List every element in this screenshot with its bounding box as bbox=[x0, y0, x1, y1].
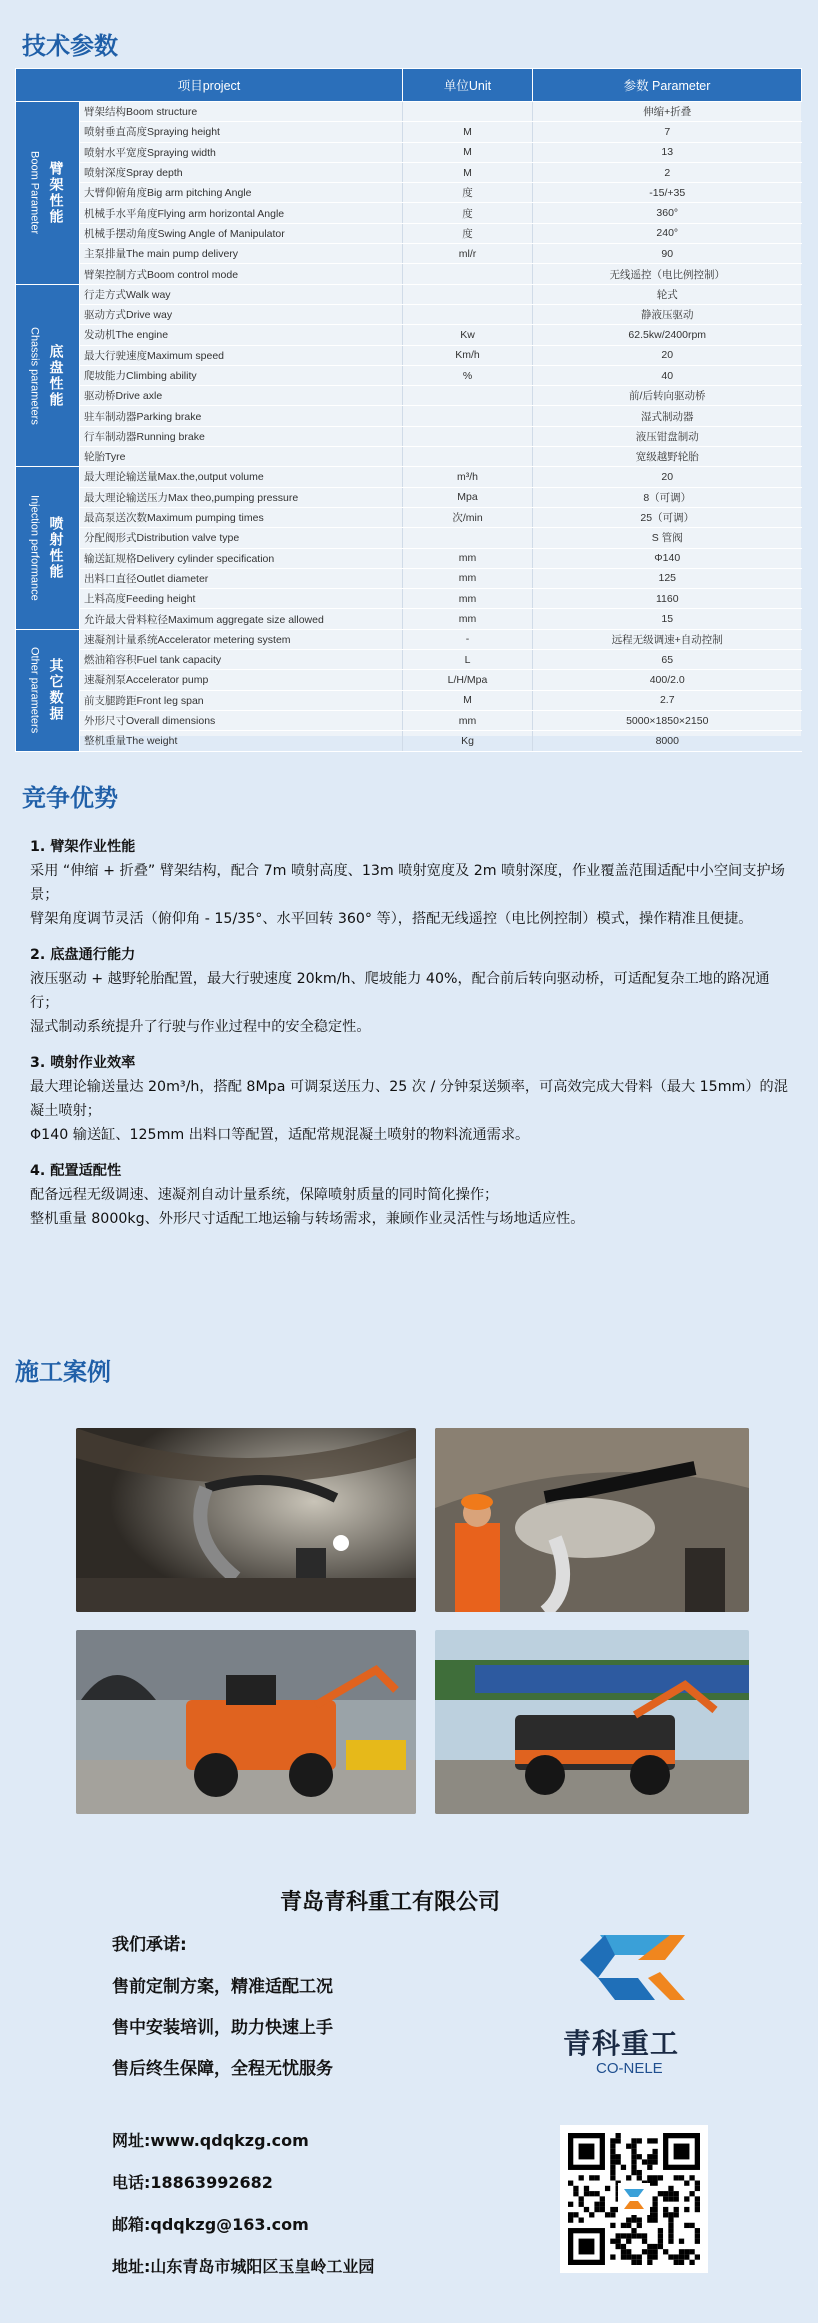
contact-website[interactable]: 网址:www.qdqkzg.com bbox=[112, 2131, 309, 2150]
spec-item: 机械手摆动角度Swing Angle of Manipulator bbox=[80, 223, 403, 243]
group-en: Injection performance bbox=[28, 495, 41, 601]
spec-value: 伸缩+折叠 bbox=[533, 102, 802, 122]
spec-value: 8（可调） bbox=[533, 487, 802, 507]
advantages-title: 竞争优势 bbox=[22, 784, 118, 812]
spec-item: 爬坡能力Climbing ability bbox=[80, 365, 403, 385]
promise-item: 售中安装培训，助力快速上手 bbox=[112, 2018, 333, 2038]
advantage-heading: 1. 臂架作业性能 bbox=[30, 839, 136, 855]
spec-row bbox=[16, 183, 802, 203]
spec-item: 驱动桥Drive axle bbox=[80, 386, 403, 406]
spec-row bbox=[16, 122, 802, 142]
spec-value: 液压钳盘制动 bbox=[533, 426, 802, 446]
spec-item: 上料高度Feeding height bbox=[80, 589, 403, 609]
spec-item: 主泵排量The main pump delivery bbox=[80, 244, 403, 264]
spec-item: 最高泵送次数Maximum pumping times bbox=[80, 507, 403, 527]
group-en: Boom Parameter bbox=[28, 151, 41, 235]
spec-row bbox=[16, 264, 802, 284]
group-cn: 喷射性能 bbox=[48, 516, 65, 581]
spec-row bbox=[16, 670, 802, 690]
brand-en: CO-NELE bbox=[596, 2060, 663, 2077]
advantage-text: 湿式制动系统提升了行驶与作业过程中的安全稳定性。 bbox=[30, 1019, 371, 1035]
spec-item: 臂架控制方式Boom control mode bbox=[80, 264, 403, 284]
spec-item: 外形尺寸Overall dimensions bbox=[80, 710, 403, 730]
spec-item: 行走方式Walk way bbox=[80, 284, 403, 304]
promise-title: 我们承诺: bbox=[112, 1935, 187, 1955]
case-photo-machine-site bbox=[435, 1630, 749, 1814]
spec-value: 静液压驱动 bbox=[533, 304, 802, 324]
spec-row bbox=[16, 487, 802, 507]
spec-item: 分配阀形式Distribution valve type bbox=[80, 528, 403, 548]
spec-table bbox=[15, 68, 802, 752]
spec-unit bbox=[403, 386, 533, 406]
advantage-text: 配备远程无级调速、速凝剂自动计量系统，保障喷射质量的同时简化操作； bbox=[30, 1187, 499, 1203]
spec-row bbox=[16, 629, 802, 649]
advantage-heading: 2. 底盘通行能力 bbox=[30, 947, 136, 963]
spec-value: 15 bbox=[533, 609, 802, 629]
spec-row bbox=[16, 304, 802, 324]
spec-unit: M bbox=[403, 690, 533, 710]
spec-unit: 度 bbox=[403, 203, 533, 223]
spec-item: 最大理论输送量Max.the,output volume bbox=[80, 467, 403, 487]
spec-row bbox=[16, 244, 802, 264]
spec-unit: mm bbox=[403, 589, 533, 609]
spec-row bbox=[16, 447, 802, 467]
spec-item: 整机重量The weight bbox=[80, 731, 403, 751]
spec-unit: Kw bbox=[403, 325, 533, 345]
spec-value: 62.5kw/2400rpm bbox=[533, 325, 802, 345]
spec-item: 燃油箱容积Fuel tank capacity bbox=[80, 650, 403, 670]
spec-unit: Km/h bbox=[403, 345, 533, 365]
spec-unit: mm bbox=[403, 710, 533, 730]
advantage-text: 采用 “伸缩 + 折叠” 臂架结构，配合 7m 喷射高度、13m 喷射宽度及 2m 喷射深度，作业覆盖范围适配中小空间支护场景； bbox=[30, 863, 785, 903]
advantage-heading: 4. 配置适配性 bbox=[30, 1163, 122, 1179]
spec-unit: mm bbox=[403, 548, 533, 568]
spec-value: 宽级越野轮胎 bbox=[533, 447, 802, 467]
group-cn: 其它数据 bbox=[48, 658, 65, 723]
spec-group-label bbox=[16, 284, 80, 467]
spec-unit: M bbox=[403, 162, 533, 182]
spec-unit bbox=[403, 447, 533, 467]
spec-item: 喷射深度Spray depth bbox=[80, 162, 403, 182]
spec-value: 13 bbox=[533, 142, 802, 162]
spec-unit bbox=[403, 102, 533, 122]
qr-code[interactable] bbox=[560, 2125, 708, 2273]
spec-row bbox=[16, 731, 802, 751]
spec-row bbox=[16, 690, 802, 710]
spec-unit: - bbox=[403, 629, 533, 649]
contact-address: 地址:山东青岛市城阳区玉皇岭工业园 bbox=[112, 2257, 375, 2276]
spec-row bbox=[16, 609, 802, 629]
cases-title: 施工案例 bbox=[15, 1358, 111, 1386]
spec-unit: M bbox=[403, 122, 533, 142]
spec-row bbox=[16, 142, 802, 162]
spec-unit bbox=[403, 528, 533, 548]
spec-item: 轮胎Tyre bbox=[80, 447, 403, 467]
spec-unit: 次/min bbox=[403, 507, 533, 527]
spec-value: 20 bbox=[533, 467, 802, 487]
company-name: 青岛青科重工有限公司 bbox=[280, 1890, 501, 1915]
group-cn: 底盘性能 bbox=[48, 343, 65, 408]
spec-unit bbox=[403, 264, 533, 284]
spec-row bbox=[16, 548, 802, 568]
spec-row bbox=[16, 386, 802, 406]
spec-row bbox=[16, 650, 802, 670]
promise-item: 售后终生保障，全程无忧服务 bbox=[112, 2059, 333, 2079]
spec-item: 臂架结构Boom structure bbox=[80, 102, 403, 122]
spec-item: 机械手水平角度Flying arm horizontal Angle bbox=[80, 203, 403, 223]
spec-value: 8000 bbox=[533, 731, 802, 751]
spec-row bbox=[16, 710, 802, 730]
spec-value: 7 bbox=[533, 122, 802, 142]
spec-row bbox=[16, 223, 802, 243]
spec-item: 喷射水平宽度Spraying width bbox=[80, 142, 403, 162]
spec-unit: mm bbox=[403, 568, 533, 588]
spec-value: 400/2.0 bbox=[533, 670, 802, 690]
spec-unit: 度 bbox=[403, 183, 533, 203]
spec-unit: Kg bbox=[403, 731, 533, 751]
spec-row bbox=[16, 528, 802, 548]
group-cn: 臂架性能 bbox=[48, 160, 65, 225]
spec-item: 最大理论输送压力Max theo,pumping pressure bbox=[80, 487, 403, 507]
spec-unit bbox=[403, 284, 533, 304]
spec-unit: 度 bbox=[403, 223, 533, 243]
spec-value: 轮式 bbox=[533, 284, 802, 304]
spec-unit: mm bbox=[403, 609, 533, 629]
spec-value: 240° bbox=[533, 223, 802, 243]
brand-cn: 青科重工 bbox=[563, 2027, 680, 2060]
spec-unit bbox=[403, 304, 533, 324]
spec-item: 输送缸规格Delivery cylinder specification bbox=[80, 548, 403, 568]
spec-row bbox=[16, 162, 802, 182]
spec-item: 最大行驶速度Maximum speed bbox=[80, 345, 403, 365]
spec-unit: % bbox=[403, 365, 533, 385]
spec-item: 驻车制动器Parking brake bbox=[80, 406, 403, 426]
spec-row bbox=[16, 589, 802, 609]
spec-value: Φ140 bbox=[533, 548, 802, 568]
spec-row bbox=[16, 203, 802, 223]
spec-value: 65 bbox=[533, 650, 802, 670]
spec-unit: Mpa bbox=[403, 487, 533, 507]
spec-unit bbox=[403, 426, 533, 446]
spec-row bbox=[16, 325, 802, 345]
spec-value: 前/后转向驱动桥 bbox=[533, 386, 802, 406]
spec-value: 5000×1850×2150 bbox=[533, 710, 802, 730]
group-en: Chassis parameters bbox=[28, 326, 41, 425]
case-photo-worker-spraying bbox=[435, 1428, 749, 1612]
spec-group-label bbox=[16, 467, 80, 629]
spec-header-row bbox=[16, 69, 802, 102]
spec-value: 1160 bbox=[533, 589, 802, 609]
spec-item: 出料口直径Outlet diameter bbox=[80, 568, 403, 588]
spec-value: 湿式制动器 bbox=[533, 406, 802, 426]
spec-row bbox=[16, 102, 802, 122]
spec-value: 90 bbox=[533, 244, 802, 264]
spec-row bbox=[16, 426, 802, 446]
spec-unit bbox=[403, 406, 533, 426]
spec-row bbox=[16, 507, 802, 527]
spec-unit: L/H/Mpa bbox=[403, 670, 533, 690]
advantage-text: 臂架角度调节灵活（俯仰角 - 15/35°、水平回转 360° 等），搭配无线遥控（电比例控制）模式，操作精准且便捷。 bbox=[30, 911, 753, 927]
promise-item: 售前定制方案，精准适配工况 bbox=[112, 1977, 333, 1997]
spec-value: 20 bbox=[533, 345, 802, 365]
spec-item: 喷射垂直高度Spraying height bbox=[80, 122, 403, 142]
advantage-text: 液压驱动 + 越野轮胎配置，最大行驶速度 20km/h、爬坡能力 40%，配合前后转向驱动桥，可适配复杂工地的路况通行； bbox=[30, 971, 770, 1011]
header-parameter: 参数 Parameter bbox=[533, 69, 802, 102]
case-photo-machine-tunnel-entrance bbox=[76, 1630, 416, 1814]
header-project: 项目project bbox=[16, 69, 403, 102]
spec-item: 大臂仰俯角度Big arm pitching Angle bbox=[80, 183, 403, 203]
spec-table-wrap bbox=[15, 68, 801, 748]
spec-value: 2 bbox=[533, 162, 802, 182]
spec-unit: L bbox=[403, 650, 533, 670]
spec-value: 25（可调） bbox=[533, 507, 802, 527]
header-unit: 单位Unit bbox=[403, 69, 533, 102]
spec-item: 驱动方式Drive way bbox=[80, 304, 403, 324]
spec-item: 发动机The engine bbox=[80, 325, 403, 345]
spec-item: 行车制动器Running brake bbox=[80, 426, 403, 446]
spec-row bbox=[16, 467, 802, 487]
spec-item: 前支腿跨距Front leg span bbox=[80, 690, 403, 710]
spec-group-label bbox=[16, 102, 80, 285]
advantage-text: 整机重量 8000kg、外形尺寸适配工地运输与转场需求，兼顾作业灵活性与场地适应性。 bbox=[30, 1211, 585, 1227]
spec-value: 2.7 bbox=[533, 690, 802, 710]
spec-value: 远程无级调速+自动控制 bbox=[533, 629, 802, 649]
spec-row bbox=[16, 345, 802, 365]
spec-item: 速凝剂泵Accelerator pump bbox=[80, 670, 403, 690]
spec-unit: m³/h bbox=[403, 467, 533, 487]
spec-row bbox=[16, 406, 802, 426]
spec-row bbox=[16, 568, 802, 588]
contact-phone[interactable]: 电话:18863992682 bbox=[112, 2173, 273, 2192]
advantage-heading: 3. 喷射作业效率 bbox=[30, 1055, 136, 1071]
spec-unit: M bbox=[403, 142, 533, 162]
spec-value: -15/+35 bbox=[533, 183, 802, 203]
spec-value: 360° bbox=[533, 203, 802, 223]
spec-row bbox=[16, 284, 802, 304]
contact-email[interactable]: 邮箱:qdqkzg@163.com bbox=[112, 2215, 309, 2234]
advantage-text: 最大理论输送量达 20m³/h，搭配 8Mpa 可调泵送压力、25 次 / 分钟泵送频率，可高效完成大骨料（最大 15mm）的混凝土喷射； bbox=[30, 1079, 788, 1119]
spec-row bbox=[16, 365, 802, 385]
tech-params-title: 技术参数 bbox=[22, 32, 118, 60]
spec-group-label bbox=[16, 629, 80, 751]
case-photo-tunnel-spraying bbox=[76, 1428, 416, 1612]
spec-value: 无线遥控（电比例控制） bbox=[533, 264, 802, 284]
spec-item: 速凝剂计量系统Accelerator metering system bbox=[80, 629, 403, 649]
advantage-text: Φ140 输送缸、125mm 出料口等配置，适配常规混凝土喷射的物料流通需求。 bbox=[30, 1127, 530, 1143]
group-en: Other parameters bbox=[28, 647, 41, 734]
advantages-list bbox=[30, 835, 790, 1231]
spec-value: 40 bbox=[533, 365, 802, 385]
spec-unit: ml/r bbox=[403, 244, 533, 264]
spec-value: 125 bbox=[533, 568, 802, 588]
spec-item: 允许最大骨料粒径Maximum aggregate size allowed bbox=[80, 609, 403, 629]
spec-value: S 管阀 bbox=[533, 528, 802, 548]
